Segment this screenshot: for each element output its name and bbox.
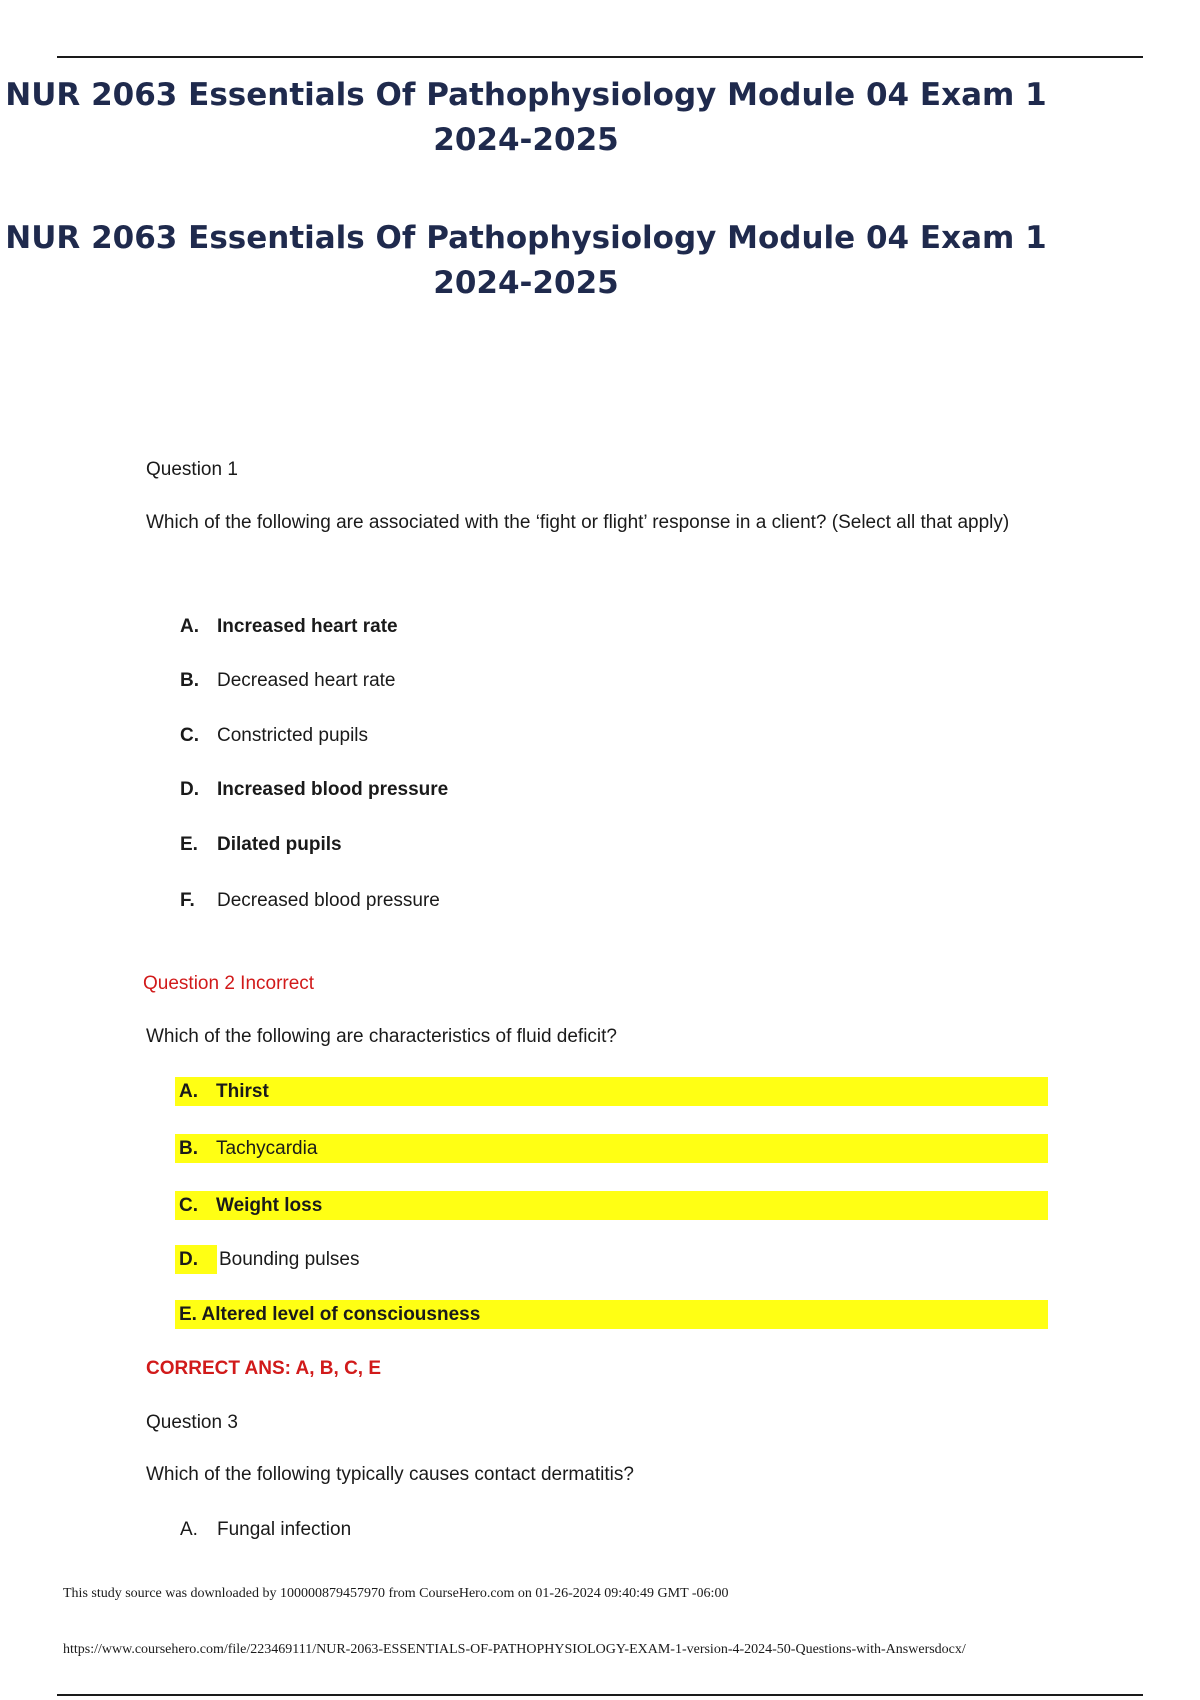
question-3-text: Which of the following typically causes contact dermatitis? (146, 1464, 634, 1485)
correct-answer: CORRECT ANS: A, B, C, E (146, 1358, 382, 1379)
question-1-label: Question 1 (146, 459, 238, 480)
option-letter: A. (180, 1519, 198, 1540)
question-2-option-b (179, 1134, 317, 1163)
question-3-label: Question 3 (146, 1412, 238, 1433)
question-2-text: Which of the following are characteristics of fluid deficit? (146, 1026, 617, 1047)
option-letter: B. (179, 1138, 198, 1159)
question-2-option-e (179, 1300, 480, 1329)
document-title: NUR 2063 Essentials Of Pathophysiology Module 04 Exam 1 2024-2025 (5, 77, 1047, 158)
option-letter: C. (180, 725, 199, 746)
question-1-option-b (180, 669, 396, 693)
question-1-option-e (180, 833, 342, 857)
option-text: Dilated pupils (217, 834, 342, 855)
answer-highlight (175, 1077, 1048, 1106)
option-letter: D. (180, 779, 199, 800)
option-text: Weight loss (216, 1195, 323, 1216)
option-letter: A. (180, 616, 199, 637)
question-2-option-c (179, 1191, 322, 1220)
option-text: Constricted pupils (217, 725, 369, 746)
question-3-option-a (180, 1518, 351, 1542)
option-letter: C. (179, 1195, 198, 1216)
option-text: Increased heart rate (217, 616, 398, 637)
option-letter: E. (180, 834, 198, 855)
question-2-option-a (179, 1077, 269, 1106)
option-text: Thirst (216, 1081, 269, 1102)
option-letter: D. (179, 1249, 198, 1270)
option-text: E. Altered level of consciousness (179, 1304, 481, 1325)
option-text: Tachycardia (216, 1138, 318, 1159)
option-letter: F. (180, 890, 195, 911)
footer-rule (57, 1694, 1143, 1696)
option-text: Bounding pulses (219, 1249, 360, 1270)
question-1-option-d (180, 778, 448, 802)
document-subtitle: NUR 2063 Essentials Of Pathophysiology Module 04 Exam 1 2024-2025 (5, 220, 1047, 301)
question-1-option-a (180, 615, 398, 639)
question-1-option-f (180, 889, 440, 913)
option-text: Decreased blood pressure (217, 890, 440, 911)
option-text: Fungal infection (217, 1519, 352, 1540)
option-text: Decreased heart rate (217, 670, 396, 691)
question-1-text: Which of the following are associated with the ‘fight or flight’ response in a client? (Select all that apply) (146, 512, 1010, 533)
footer-url[interactable]: https://www.coursehero.com/file/223469111/NUR-2063-ESSENTIALS-OF-PATHOPHYSIOLOGY-EXAM-1-version-4-2024-50-Questions-with-Answersdocx/ (63, 1642, 966, 1657)
question-2-label: Question 2 Incorrect (143, 973, 315, 994)
footer-source-line: This study source was downloaded by 100000879457970 from CourseHero.com on 01-26-2024 09:40:49 GMT -06:00 (63, 1586, 729, 1601)
header-rule (57, 56, 1143, 58)
option-letter: B. (180, 670, 199, 691)
question-2-option-d (179, 1245, 360, 1274)
question-1-option-c (180, 724, 368, 748)
option-text: Increased blood pressure (217, 779, 449, 800)
option-letter: A. (179, 1081, 198, 1102)
